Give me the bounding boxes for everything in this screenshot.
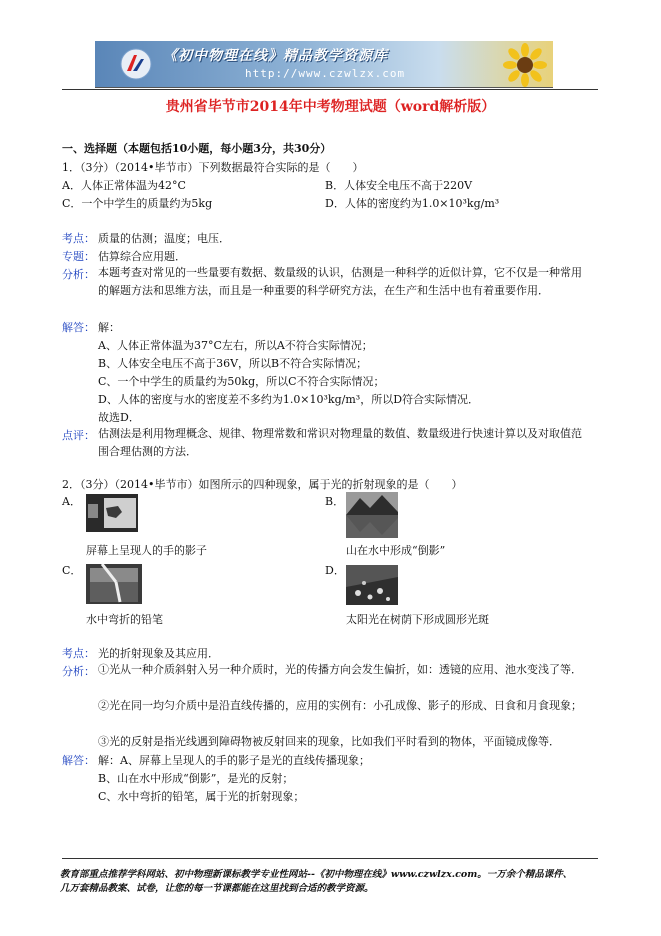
bent-pencil-image [86, 564, 142, 604]
q1-jieda-intro: 解： [98, 321, 120, 334]
sunflower-icon [503, 43, 547, 87]
q2-jieda-b: B、山在水中形成“倒影”，是光的反射； [98, 772, 294, 785]
q1-option-a: A．人体正常体温为42°C [62, 179, 186, 192]
q2-fenxi-3: ③光的反射是指光线遇到障碍物被反射回来的现象，比如我们平时看到的物体，平面镜成像等． [98, 735, 560, 748]
q1-jieda-label: 解答： [62, 321, 95, 334]
site-logo [119, 47, 153, 81]
q1-jieda-c: C、一个中学生的质量约为50kg，所以C不符合实际情况； [98, 375, 385, 388]
q2-kaodian: 光的折射现象及其应用． [98, 647, 219, 660]
q1-jieda-a: A、人体正常体温为37°C左右，所以A不符合实际情况； [98, 339, 373, 352]
q1-kaodian-label: 考点： [62, 232, 95, 245]
q1-option-c: C．一个中学生的质量约为5kg [62, 197, 213, 210]
header-banner [95, 41, 553, 88]
footer-line-1: 教育部重点推荐学科网站、初中物理新课标教学专业性网站--《初中物理在线》www.czwlzx.com。一万余个精品课件、 [60, 869, 573, 880]
q1-option-b: B．人体安全电压不高于220V [325, 179, 473, 192]
q1-jieda-d: D、人体的密度与水的密度差不多约为1.0×10³kg/m³，所以D符合实际情况． [98, 393, 480, 406]
q1-kaodian: 质量的估测；温度；电压． [98, 232, 230, 245]
hand-shadow-image [86, 494, 138, 532]
banner-title: 《初中物理在线》精品教学资源库 [163, 48, 388, 64]
q1-option-d: D．人体的密度约为1.0×10³kg/m³ [325, 197, 500, 210]
q2-option-d-caption: 太阳光在树荫下形成圆形光斑 [346, 613, 489, 626]
q2-option-d-letter: D． [325, 564, 345, 577]
q2-fenxi-2: ②光在同一均匀介质中是沿直线传播的，应用的实例有：小孔成像、影子的形成、日食和月食现象； [98, 699, 582, 712]
q2-jieda-a: 解：A、屏幕上呈现人的手的影子是光的直线传播现象； [98, 754, 370, 767]
q1-stem: 1．（3分）（2014•毕节市）下列数据最符合实际的是（ ） [62, 161, 364, 174]
q2-option-b-caption: 山在水中形成“倒影” [346, 544, 446, 557]
q1-dianping-label: 点评： [62, 429, 95, 442]
footer-line-2: 几万套精品教案、试卷，让您的每一节课都能在这里找到合适的教学资源。 [60, 883, 374, 894]
header-divider [62, 89, 598, 90]
q2-option-b-letter: B． [325, 495, 345, 508]
q2-option-a-letter: A． [62, 495, 81, 508]
footer-divider [62, 858, 598, 859]
mountain-reflection-image [346, 492, 398, 538]
q2-option-c-caption: 水中弯折的铅笔 [86, 613, 163, 626]
q1-jieda-b: B、人体安全电压不高于36V，所以B不符合实际情况； [98, 357, 368, 370]
banner-url[interactable]: http://www.czwlzx.com [245, 67, 406, 80]
q2-option-c-letter: C． [62, 564, 82, 577]
q2-kaodian-label: 考点： [62, 647, 95, 660]
q1-fenxi-label: 分析： [62, 268, 95, 281]
q1-jieda-answer: 故选D． [98, 411, 140, 424]
sun-spots-image [346, 565, 398, 605]
section-heading: 一、选择题（本题包括10小题，每小题3分，共30分） [62, 142, 332, 155]
q1-zhuanti-label: 专题： [62, 250, 95, 263]
q2-stem: 2．（3分）（2014•毕节市）如图所示的四种现象，属于光的折射现象的是（ ） [62, 478, 463, 491]
q1-fenxi: 本题考查对常见的一些量要有数据、数量级的认识，估测是一种科学的近似计算，它不仅是一种常用的解题方法和思维方法，而且是一种重要的科学研究方法，在生产和生活中也有着重要作用． [98, 266, 582, 297]
q2-jieda-c: C、水中弯折的铅笔，属于光的折射现象； [98, 790, 305, 803]
q2-jieda-label: 解答： [62, 754, 95, 767]
q2-option-a-caption: 屏幕上呈现人的手的影子 [86, 544, 207, 557]
q1-dianping: 估测法是利用物理概念、规律、物理常数和常识对物理量的数值、数量级进行快速计算以及对取值范围合理估测的方法． [98, 427, 582, 458]
q2-fenxi-1: ①光从一种介质斜射入另一种介质时，光的传播方向会发生偏折，如：透镜的应用、池水变浅了等． [98, 663, 582, 676]
q1-zhuanti: 估算综合应用题． [98, 250, 186, 263]
q2-fenxi-label: 分析： [62, 665, 95, 678]
document-title: 贵州省毕节市2014年中考物理试题（word解析版） [165, 99, 496, 115]
